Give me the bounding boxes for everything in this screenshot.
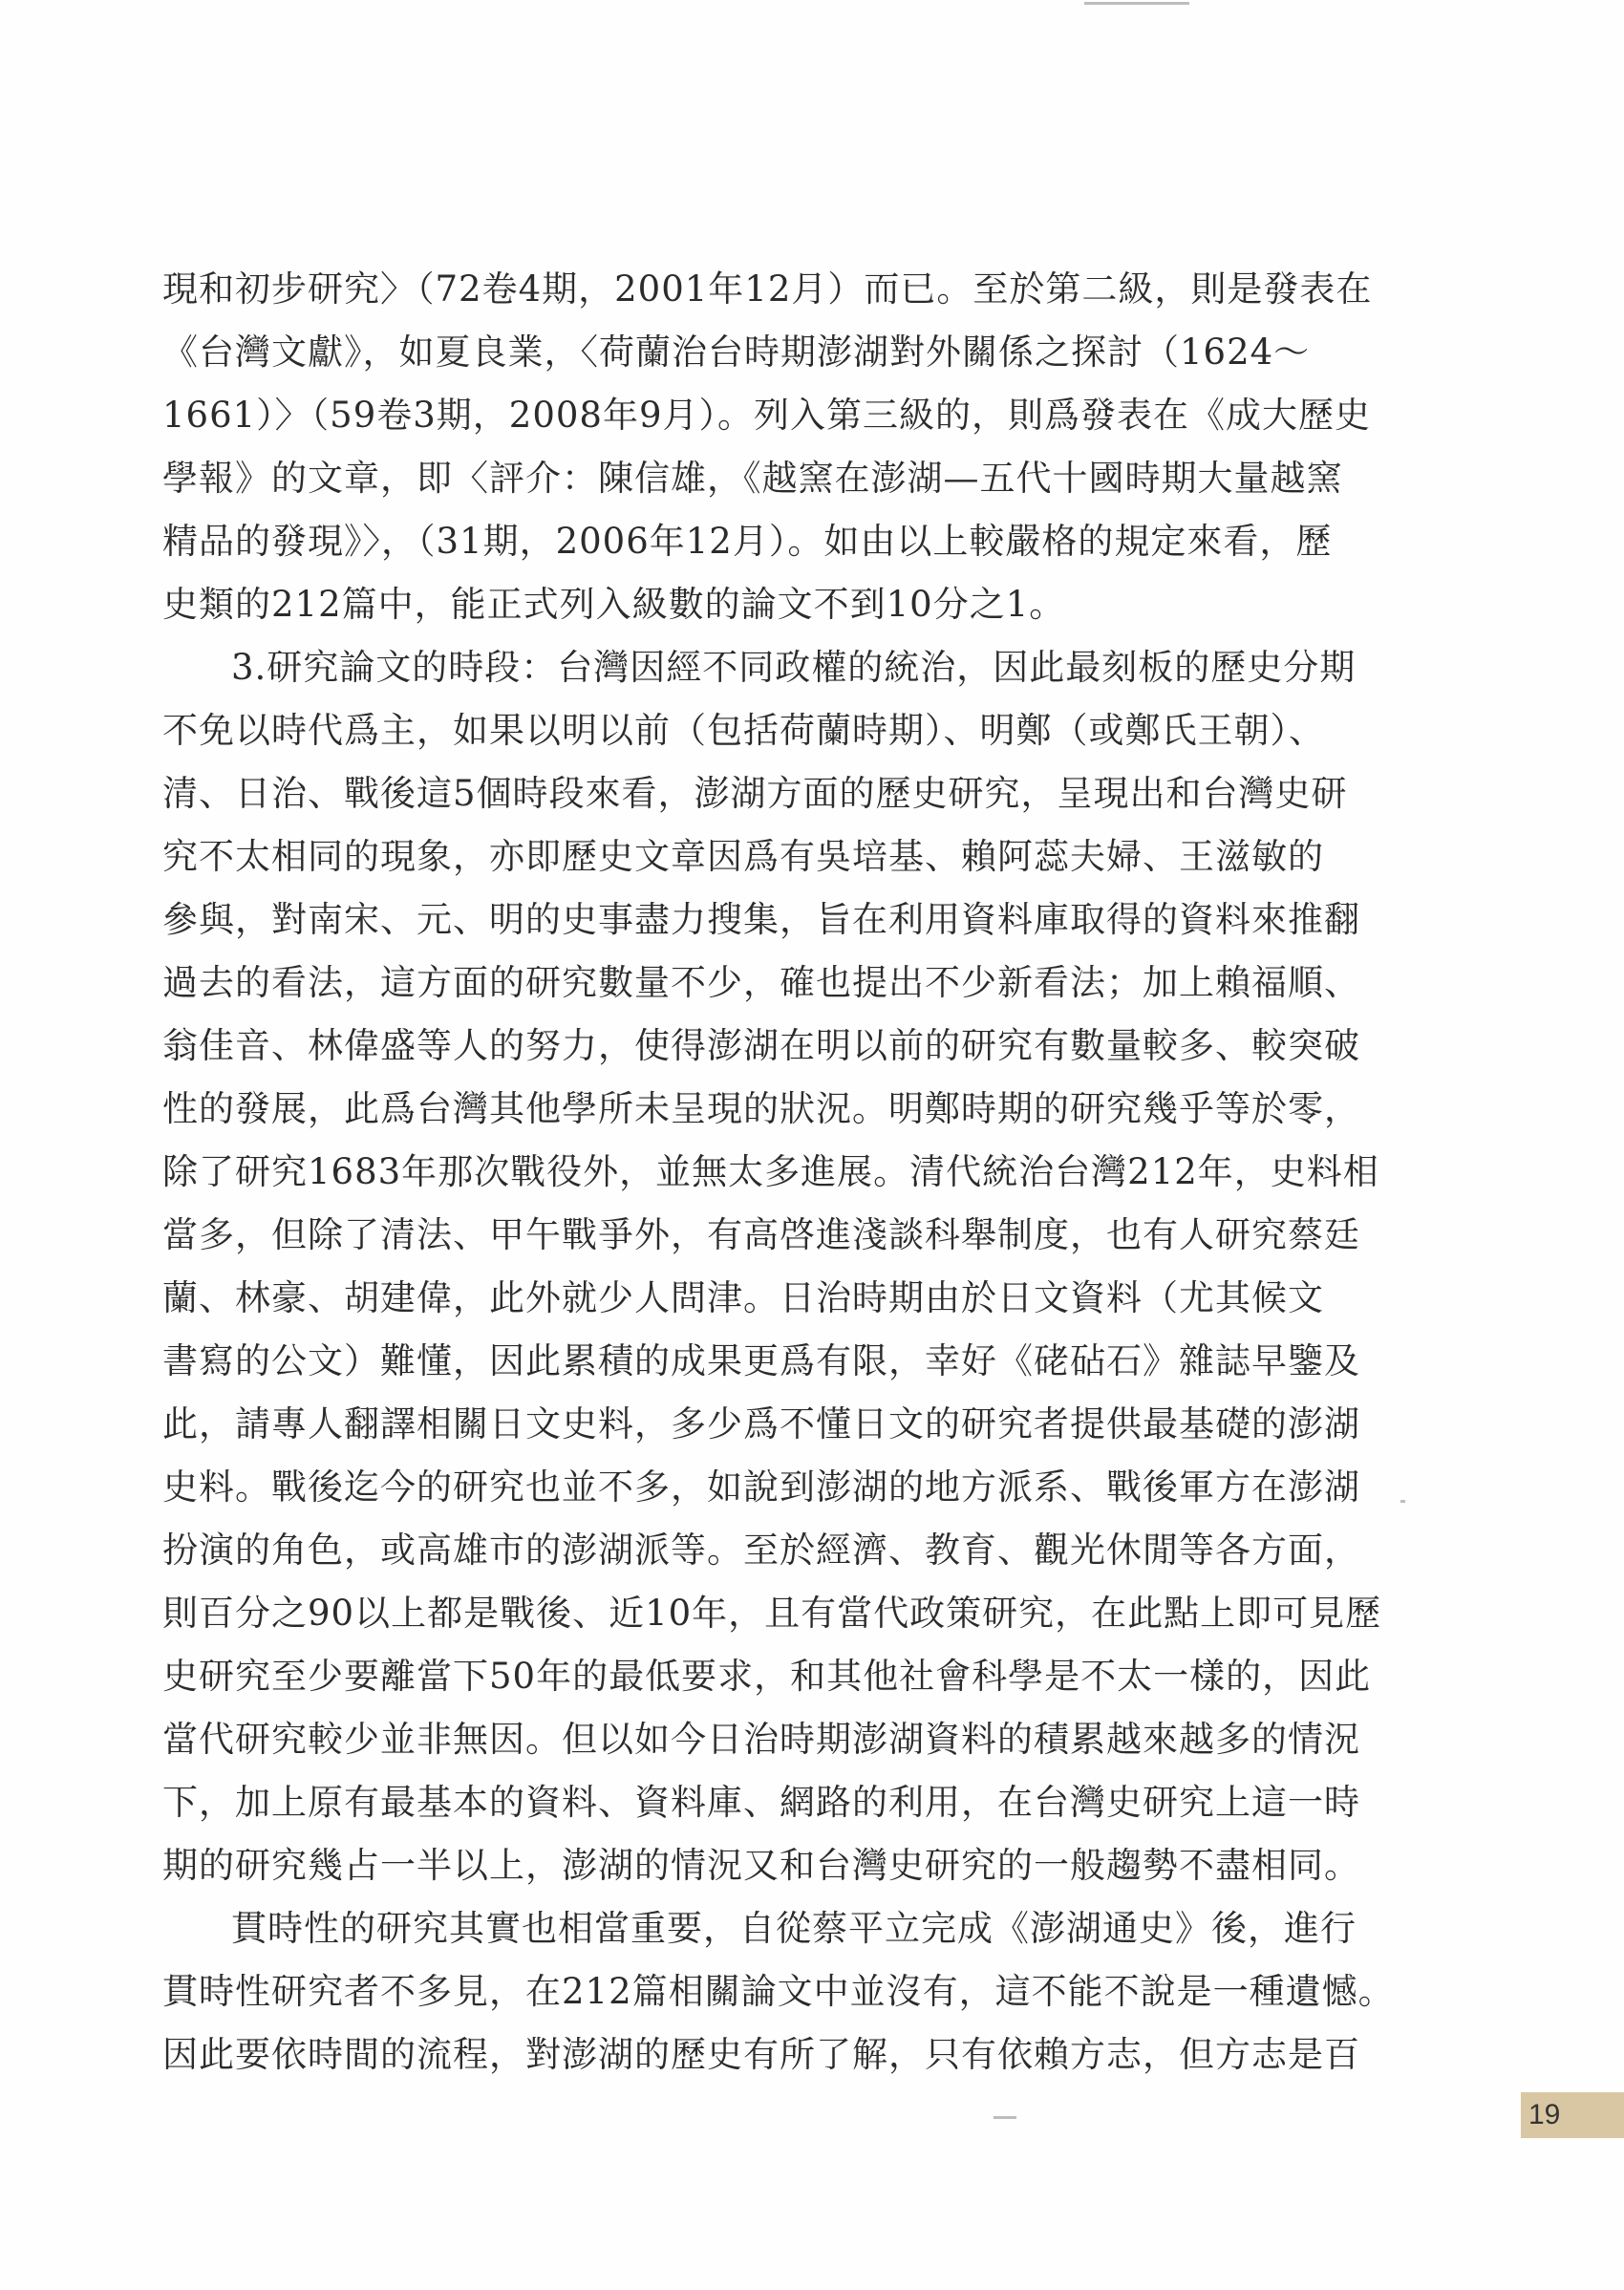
scan-mark-right: [1400, 1500, 1405, 1503]
text-line: 精品的發現》〉，（31期，2006年12月）。如由以上較嚴格的規定來看，歷: [162, 521, 1333, 562]
text-line: 史研究至少要離當下50年的最低要求，和其他社會科學是不太一樣的，因此: [162, 1656, 1372, 1697]
text-line: 清、日治、戰後這5個時段來看，澎湖方面的歷史研究，呈現出和台灣史研: [162, 773, 1348, 814]
text-line: 性的發展，此爲台灣其他學所未呈現的狀況。明鄭時期的研究幾乎等於零，: [162, 1088, 1360, 1129]
text-line: 扮演的角色，或高雄市的澎湖派等。至於經濟、教育、觀光休閒等各方面，: [162, 1530, 1360, 1571]
scan-mark-top: [1084, 2, 1189, 5]
text-line: 1661）〉（59卷3期，2008年9月）。列入第三級的，則爲發表在《成大歷史: [162, 395, 1371, 436]
text-line: 當代研究較少並非無因。但以如今日治時期澎湖資料的積累越來越多的情況: [162, 1719, 1360, 1760]
text-line: 下，加上原有最基本的資料、資料庫、網路的利用，在台灣史研究上這一時: [162, 1782, 1360, 1823]
text-line: 期的研究幾占一半以上，澎湖的情況又和台灣史研究的一般趨勢不盡相同。: [162, 1845, 1360, 1886]
text-line: 史類的212篇中，能正式列入級數的論文不到10分之1。: [162, 584, 1066, 625]
text-line: 3.研究論文的時段：台灣因經不同政權的統治，因此最刻板的歷史分期: [231, 647, 1357, 688]
text-line: 因此要依時間的流程，對澎湖的歷史有所了解，只有依賴方志，但方志是百: [162, 2034, 1360, 2075]
text-line: 此，請專人翻譯相關日文史料，多少爲不懂日文的研究者提供最基礎的澎湖: [162, 1403, 1360, 1445]
text-line: 現和初步研究〉（72卷4期，2001年12月）而已。至於第二級，則是發表在: [162, 268, 1373, 310]
text-line: 書寫的公文）難懂，因此累積的成果更爲有限，幸好《硓砧石》雜誌早鑒及: [162, 1340, 1360, 1381]
text-line: 蘭、林豪、胡建偉，此外就少人問津。日治時期由於日文資料（尤其候文: [162, 1277, 1324, 1318]
text-line: 參與，對南宋、元、明的史事盡力搜集，旨在利用資料庫取得的資料來推翻: [162, 899, 1360, 940]
text-line: 則百分之90以上都是戰後、近10年，且有當代政策研究，在此點上即可見歷: [162, 1593, 1382, 1634]
text-line: 《台灣文獻》，如夏良業，〈荷蘭治台時期澎湖對外關係之探討（1624～: [162, 332, 1311, 373]
text-line: 貫時性研究者不多見，在212篇相關論文中並沒有，這不能不說是一種遺憾。: [162, 1971, 1395, 2012]
text-line: 學報》的文章，即〈評介：陳信雄，《越窯在澎湖—五代十國時期大量越窯: [162, 458, 1343, 499]
text-line: 翁佳音、林偉盛等人的努力，使得澎湖在明以前的研究有數量較多、較突破: [162, 1025, 1360, 1066]
text-line: 過去的看法，這方面的研究數量不少，確也提出不少新看法；加上賴福順、: [162, 962, 1360, 1003]
text-line: 除了研究1683年那次戰役外，並無太多進展。清代統治台灣212年，史料相: [162, 1151, 1379, 1192]
page-number: 19: [1521, 2092, 1624, 2138]
text-line: 史料。戰後迄今的研究也並不多，如說到澎湖的地方派系、戰後軍方在澎湖: [162, 1466, 1360, 1508]
text-line: 不免以時代爲主，如果以明以前（包括荷蘭時期）、明鄭（或鄭氏王朝）、: [162, 710, 1325, 751]
text-line: 貫時性的研究其實也相當重要，自從蔡平立完成《澎湖通史》後，進行: [231, 1908, 1357, 1949]
text-line: 究不太相同的現象，亦即歷史文章因爲有吳培基、賴阿蕊夫婦、王滋敏的: [162, 836, 1324, 877]
body-text: [162, 258, 1395, 2087]
scan-mark-bottom: [994, 2116, 1016, 2119]
text-line: 當多，但除了清法、甲午戰爭外，有高啓進淺談科舉制度，也有人研究蔡廷: [162, 1214, 1360, 1255]
